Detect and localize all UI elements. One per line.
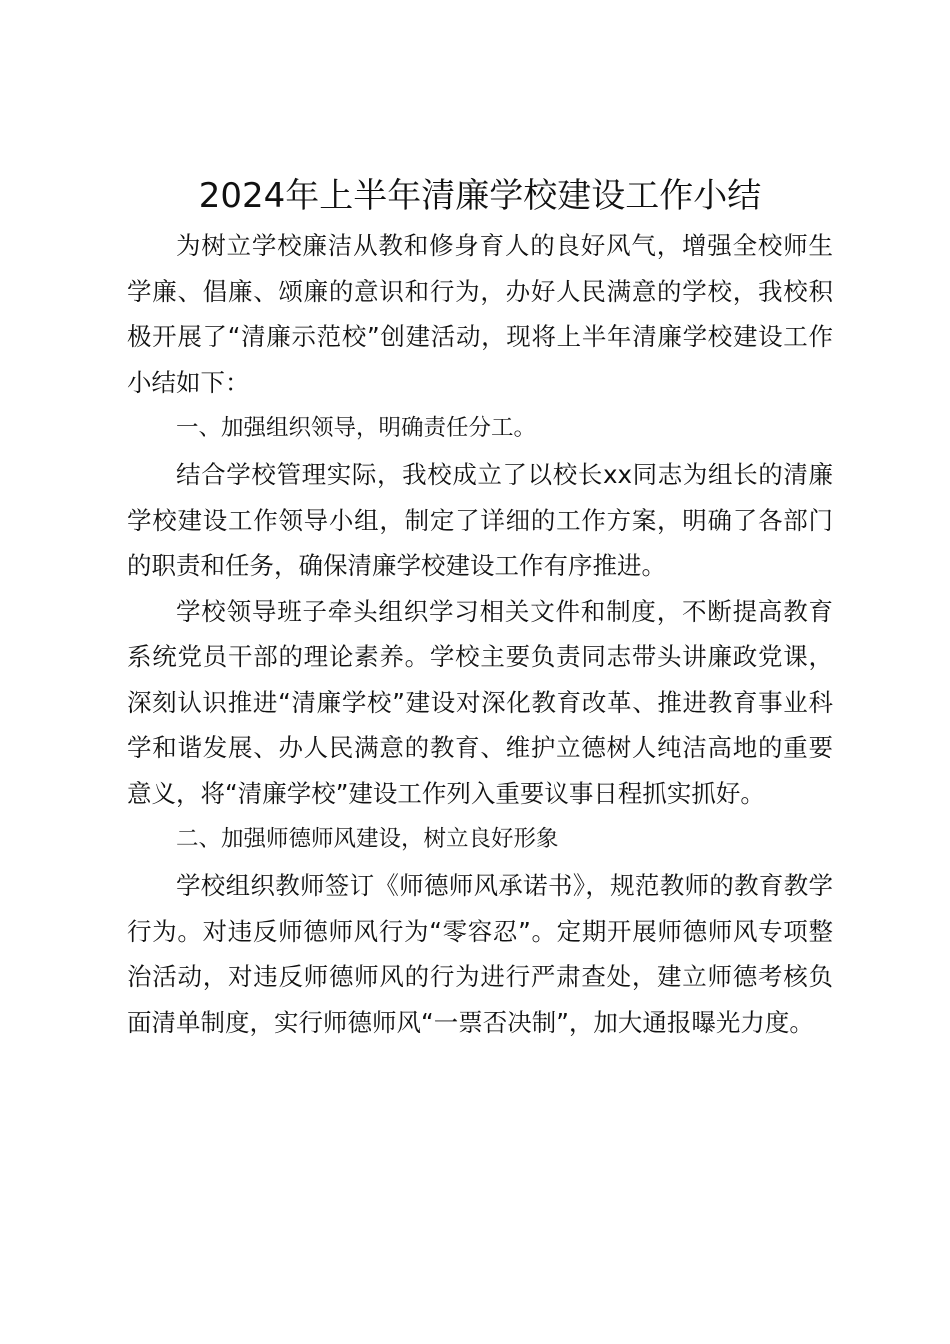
body-paragraph: 学校领导班子牵头组织学习相关文件和制度，不断提高教育系统党员干部的理论素养。学校主要负责同志带头讲廉政党课，深刻认识推进“清廉学校”建设对深化教育改革、推进教育事业科学和谐发展、办人民满意的教育、维护立德树人纯洁高地的重要意义，将“清廉学校”建设工作列入重要议事日程抓实抓好。 — [127, 596, 833, 808]
intro-paragraph: 为树立学校廉洁从教和修身育人的良好风气，增强全校师生学廉、倡廉、颂廉的意识和行为，办好人民满意的学校，我校积极开展了“清廉示范校”创建活动，现将上半年清廉学校建设工作小结如下： — [127, 231, 833, 397]
document-title: 2024年上半年清廉学校建设工作小结 — [198, 176, 762, 216]
body-paragraph: 学校组织教师签订《师德师风承诺书》，规范教师的教育教学行为。对违反师德师风行为“零容忍”。定期开展师德师风专项整治活动，对违反师德师风的行为进行严肃查处，建立师德考核负面清单制度，实行师德师风“一票否决制”，加大通报曝光力度。 — [127, 871, 833, 1037]
section-heading-1: 一、加强组织领导，明确责任分工。 — [176, 415, 537, 441]
body-paragraph: 结合学校管理实际，我校成立了以校长xx同志为组长的清廉学校建设工作领导小组，制定了详细的工作方案，明确了各部门的职责和任务，确保清廉学校建设工作有序推进。 — [127, 460, 833, 580]
document-body — [127, 223, 833, 1045]
section-heading-2: 二、加强师德师风建设，树立良好形象 — [176, 826, 559, 852]
